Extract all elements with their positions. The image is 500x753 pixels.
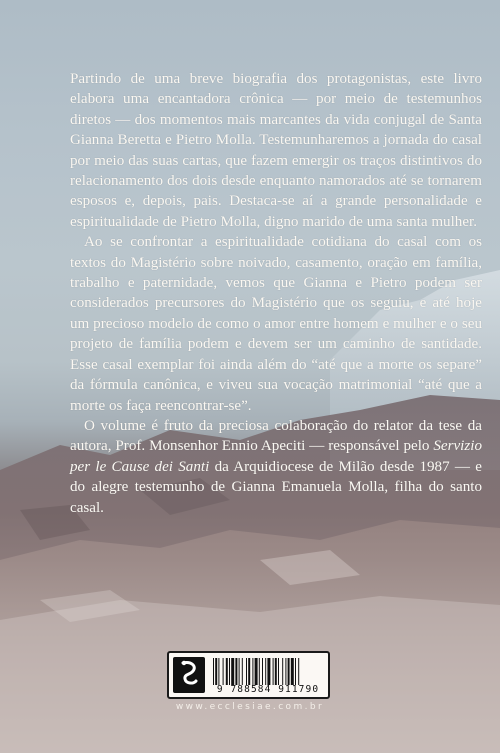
barcode-panel xyxy=(167,651,330,699)
paragraph-3-italic: Servizio per le Cause dei Santi xyxy=(70,438,482,475)
publisher-website: www.ecclesiae.com.br xyxy=(175,702,325,712)
paragraph-2: Ao se confrontar a espiritualidade cotidiana do casal com os textos do Magistério sobre noivado, casamento, oração em família, trabalho e paternidade, vemos que Gianna e Pietro podem ser considerados precursores do Magistério que os seguiu, e até hoje um precioso modelo de como o amor entre homem e mulher e o seu projeto de família podem e devem ser um caminho de santidade. Esse casal exemplar foi ainda além do “até que a morte os separe” da fórmula canônica, e viveu sua vocação matrimonial “até que a morte os faça reencontrar-se”. xyxy=(70,234,482,414)
isbn-number: 9 788584 911790 xyxy=(216,684,320,695)
paragraph-3 xyxy=(70,416,482,518)
paragraph-3-end: da Arquidiocese de Milão desde 1987 — e do alegre testemunho de Gianna Emanuela Molla, filha do santo casal. xyxy=(70,458,482,516)
barcode-icon xyxy=(213,658,325,685)
paragraph-1: Partindo de uma breve biografia dos protagonistas, este livro elabora uma encantadora crônica — por meio de testemunhos diretos — dos momentos mais marcantes da vida conjugal de Santa Gianna Beretta e Pietro Molla. Testemunharemos a jornada do casal por meio das suas cartas, que fazem emergir os traços distintivos do relacionamento dos dois desde enquanto namorados até se tornarem esposos e, depois, pais. Destaca-se aí a grande personalidade e espiritualidade de Pietro Molla, digno marido de uma santa mulher. xyxy=(70,71,482,230)
paragraph-3-start: O volume é fruto da preciosa colaboração do relator da tese da autora, Prof. Monsenhor Ennio Apeciti — responsável pelo xyxy=(70,417,482,455)
synopsis-text xyxy=(70,69,482,518)
publisher-logo-icon xyxy=(173,657,205,693)
